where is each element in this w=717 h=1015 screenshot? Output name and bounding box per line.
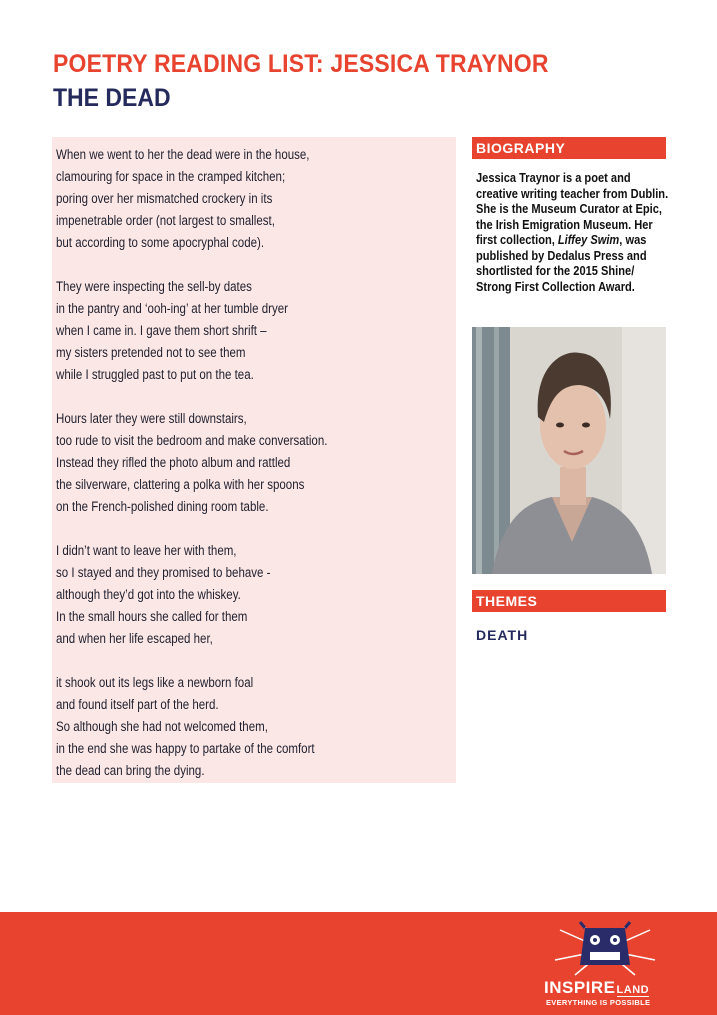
poem-line: Instead they rifled the photo album and rattled [56, 455, 291, 470]
poem-line: although they’d got into the whiskey. [56, 587, 241, 602]
poem-line: the silverware, clattering a polka with her spoons [56, 477, 305, 492]
page-title: POETRY READING LIST: JESSICA TRAYNOR [53, 50, 549, 78]
bio-line-part: , was [619, 233, 647, 247]
logo-tagline: EVERYTHING IS POSSIBLE [546, 998, 651, 1007]
bio-line: published by Dedalus Press and [476, 248, 647, 263]
poem-line: on the French-polished dining room table. [56, 499, 269, 514]
poem-line: When we went to her the dead were in the house, [56, 147, 310, 162]
poem-line: and found itself part of the herd. [56, 697, 219, 712]
poem-line: So although she had not welcomed them, [56, 719, 268, 734]
poem-line: the dead can bring the dying. [56, 763, 205, 778]
poem-line: impenetrable order (not largest to smallest, [56, 213, 275, 228]
bio-line: shortlisted for the 2015 Shine/ [476, 264, 635, 278]
poem-line: clamouring for space in the cramped kitchen; [56, 169, 286, 184]
poem-line: while I struggled past to put on the tea. [56, 367, 254, 382]
bio-line: Jessica Traynor is a poet and [476, 171, 631, 185]
book-title: Liffey Swim [557, 233, 620, 247]
page-header [53, 50, 592, 112]
biography-heading: BIOGRAPHY [472, 137, 666, 159]
logo-main-text: INSPIRE [544, 978, 616, 997]
stanza-break [56, 386, 400, 408]
bio-line: creative writing teacher from Dublin. [476, 186, 669, 201]
poem-line: in the pantry and ‘ooh-ing’ at her tumble dryer [56, 301, 288, 316]
poem-title: THE DEAD [53, 84, 171, 112]
poem-text-panel [52, 137, 456, 783]
inspireland-wordmark [544, 978, 649, 998]
poem-line: when I came in. I gave them short shrift – [56, 323, 267, 338]
bio-line: the Irish Emigration Museum. Her [476, 217, 653, 232]
poem-line: so I stayed and they promised to behave - [56, 565, 271, 580]
bio-line: She is the Museum Curator at Epic, [476, 202, 662, 216]
poem-line: but according to some apocryphal code). [56, 235, 265, 250]
theme-tag: DEATH [476, 627, 529, 643]
stanza-break [56, 650, 400, 672]
bio-line-part: first collection, [476, 233, 558, 247]
poem-line: and when her life escaped her, [56, 631, 213, 646]
poem-line: I didn’t want to leave her with them, [56, 543, 237, 558]
poem-line: Hours later they were still downstairs, [56, 411, 247, 426]
poem-line: They were inspecting the sell-by dates [56, 279, 252, 294]
stanza-break [56, 254, 400, 276]
stanza-break [56, 518, 400, 540]
biography-text [476, 171, 669, 295]
bio-line [476, 233, 665, 249]
poem-line: my sisters pretended not to see them [56, 345, 246, 360]
author-portrait [472, 327, 666, 574]
bio-line: Strong First Collection Award. [476, 279, 635, 294]
themes-heading: THEMES [472, 590, 666, 612]
logo-small-text: LAND [616, 984, 650, 996]
poem-line: in the end she was happy to partake of the comfort [56, 741, 315, 756]
poem-line: too rude to visit the bedroom and make conversation. [56, 433, 328, 448]
poem-line: In the small hours she called for them [56, 609, 248, 624]
poem-line: it shook out its legs like a newborn foal [56, 675, 254, 690]
poem-line: poring over her mismatched crockery in its [56, 191, 273, 206]
